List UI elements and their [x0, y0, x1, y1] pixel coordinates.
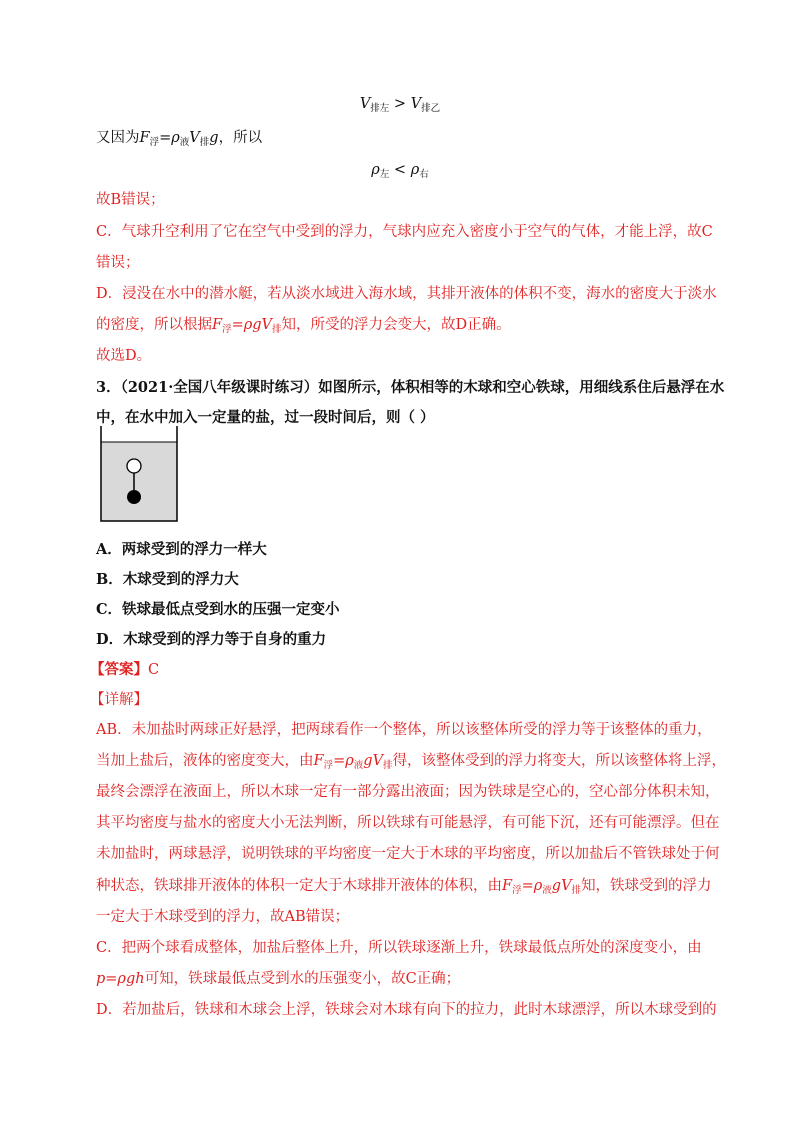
detail-line-5: 未加盐时，两球悬浮，说明铁球的平均密度一定大于木球的平均密度，所以加盐后不管铁球处于何 [96, 846, 720, 862]
text-line-d1: D．浸没在水中的潜水艇，若从淡水域进入海水域，其排开液体的体积不变，海水的密度大于淡水 [96, 286, 717, 302]
iron-ball [127, 490, 141, 504]
text-line-c1: C．气球升空利用了它在空气中受到的浮力，气球内应充入密度小于空气的气体，才能上浮，故C [96, 224, 713, 240]
detail-line-4: 其平均密度与盐水的密度大小无法判断，所以铁球有可能悬浮，有可能下沉，还有可能漂浮。但在 [96, 815, 720, 831]
text-line-c2: 错误； [96, 255, 140, 271]
detail-line-3: 最终会漂浮在液面上，所以木球一定有一部分露出液面；因为铁球是空心的，空心部分体积未知， [96, 784, 720, 800]
answer-line [90, 660, 159, 680]
text-line-d2: 的密度，所以根据$F_浮=\rho gV_排$知，所受的浮力会变大，故D正确。 [96, 317, 511, 335]
option-c: C．铁球最低点受到水的压强一定变小 [96, 601, 340, 618]
detail-line-9: p=ρgh可知，铁球最低点受到水的压强变小，故C正确； [96, 971, 461, 987]
water-fill [101, 442, 177, 521]
container-figure [100, 426, 178, 522]
answer-label: 【答案】 [90, 661, 148, 678]
option-d: D．木球受到的浮力等于自身的重力 [96, 631, 327, 648]
equation-density: $\rho_左 < \rho_右$ [371, 162, 429, 180]
detail-line-6: 种状态，铁球排开液体的体积一定大于木球排开液体的体积，由$F_浮=\rho_液gV_排$知，铁球受到的浮力 [96, 878, 712, 896]
option-b: B．木球受到的浮力大 [96, 571, 239, 588]
detail-label: 【详解】 [90, 692, 148, 708]
question-stem-line1: 3．（2021·全国八年级课时练习）如图所示，体积相等的木球和空心铁球，用细线系住后悬浮在水 [96, 379, 725, 396]
text-line-because: 又因为$F_浮=\rho_液V_排g$，所以 [96, 130, 263, 148]
text-line-b-wrong: 故B错误； [96, 192, 165, 208]
detail-line-8: C．把两个球看成整体，加盐后整体上升，所以铁球逐渐上升，铁球最低点所处的深度变小，由 [96, 940, 702, 956]
detail-line-1: AB．未加盐时两球正好悬浮，把两球看作一个整体，所以该整体所受的浮力等于该整体的重力， [96, 722, 712, 738]
equation-volume: $V_{排左} > V_{排乙}$ [359, 96, 441, 114]
detail-line-7: 一定大于木球受到的浮力，故AB错误； [96, 909, 350, 925]
detail-line-2: 当加上盐后，液体的密度变大，由$F_浮=\rho_液gV_排$得，该整体受到的浮力将变大，所以该整体将上浮， [96, 753, 727, 771]
detail-line-10: D．若加盐后，铁球和木球会上浮，铁球会对木球有向下的拉力，此时木球漂浮，所以木球受到的 [96, 1002, 717, 1018]
wooden-ball [127, 459, 141, 473]
answer-value: C [148, 662, 160, 678]
text-line-choose-d: 故选D。 [96, 348, 152, 364]
option-a: A．两球受到的浮力一样大 [96, 541, 267, 558]
question-stem-line2: 中，在水中加入一定量的盐，过一段时间后，则（ ） [96, 409, 435, 426]
